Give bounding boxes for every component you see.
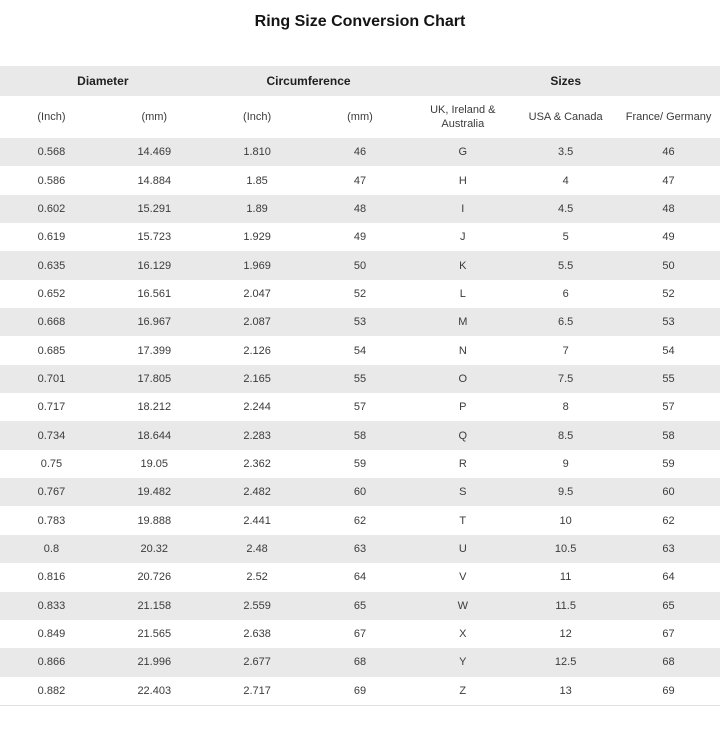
table-cell: 21.158 (103, 592, 206, 620)
table-row (0, 478, 720, 506)
table-cell: 2.717 (206, 677, 309, 706)
table-cell: R (411, 450, 514, 478)
table-cell: 0.767 (0, 478, 103, 506)
table-cell: 0.619 (0, 223, 103, 251)
table-cell: T (411, 506, 514, 534)
table-cell: 0.866 (0, 648, 103, 676)
table-cell: 52 (617, 280, 720, 308)
table-row (0, 393, 720, 421)
table-cell: 2.482 (206, 478, 309, 506)
table-cell: 2.165 (206, 365, 309, 393)
table-cell: 8.5 (514, 421, 617, 449)
table-cell: O (411, 365, 514, 393)
column-header-cell: (mm) (103, 96, 206, 138)
table-cell: 47 (309, 166, 412, 194)
table-row (0, 450, 720, 478)
ring-size-conversion-table (0, 66, 720, 706)
table-cell: 0.816 (0, 563, 103, 591)
table-cell: 16.967 (103, 308, 206, 336)
table-cell: 57 (617, 393, 720, 421)
table-cell: 47 (617, 166, 720, 194)
table-cell: 53 (309, 308, 412, 336)
table-cell: 6 (514, 280, 617, 308)
table-cell: 64 (309, 563, 412, 591)
table-cell: 7.5 (514, 365, 617, 393)
table-cell: 58 (309, 421, 412, 449)
table-cell: 5.5 (514, 251, 617, 279)
group-header-cell: Sizes (411, 66, 720, 96)
table-cell: 55 (617, 365, 720, 393)
table-cell: 48 (617, 195, 720, 223)
table-cell: 12 (514, 620, 617, 648)
table-cell: J (411, 223, 514, 251)
table-cell: 57 (309, 393, 412, 421)
table-cell: 1.929 (206, 223, 309, 251)
ring-size-chart-page (0, 12, 720, 706)
table-cell: 10 (514, 506, 617, 534)
column-header-cell: France/ Germany (617, 96, 720, 138)
table-row (0, 648, 720, 676)
table-cell: Y (411, 648, 514, 676)
table-cell: 10.5 (514, 535, 617, 563)
table-row (0, 535, 720, 563)
table-row (0, 592, 720, 620)
table-cell: 55 (309, 365, 412, 393)
table-cell: 58 (617, 421, 720, 449)
table-cell: 50 (617, 251, 720, 279)
table-cell: 9.5 (514, 478, 617, 506)
table-cell: 2.638 (206, 620, 309, 648)
table-cell: 54 (617, 336, 720, 364)
table-cell: Q (411, 421, 514, 449)
table-cell: 0.75 (0, 450, 103, 478)
table-row (0, 677, 720, 706)
table-cell: 2.126 (206, 336, 309, 364)
table-cell: 1.969 (206, 251, 309, 279)
table-row (0, 251, 720, 279)
table-cell: 62 (309, 506, 412, 534)
table-cell: 16.129 (103, 251, 206, 279)
table-cell: 0.882 (0, 677, 103, 706)
column-header-cell: (mm) (309, 96, 412, 138)
table-row (0, 563, 720, 591)
table-cell: 49 (617, 223, 720, 251)
table-cell: 19.482 (103, 478, 206, 506)
table-cell: 0.652 (0, 280, 103, 308)
table-cell: 64 (617, 563, 720, 591)
column-header-cell: (Inch) (206, 96, 309, 138)
table-cell: 53 (617, 308, 720, 336)
table-cell: 63 (309, 535, 412, 563)
table-cell: 0.734 (0, 421, 103, 449)
table-cell: 63 (617, 535, 720, 563)
table-row (0, 280, 720, 308)
table-cell: 15.723 (103, 223, 206, 251)
table-cell: 19.888 (103, 506, 206, 534)
table-cell: 48 (309, 195, 412, 223)
table-cell: 69 (309, 677, 412, 706)
table-cell: 2.48 (206, 535, 309, 563)
table-cell: 60 (309, 478, 412, 506)
table-cell: 2.047 (206, 280, 309, 308)
table-cell: U (411, 535, 514, 563)
table-cell: 65 (309, 592, 412, 620)
table-cell: K (411, 251, 514, 279)
group-header-cell: Circumference (206, 66, 412, 96)
table-cell: 1.810 (206, 138, 309, 166)
table-cell: 4 (514, 166, 617, 194)
table-cell: 18.212 (103, 393, 206, 421)
table-cell: 19.05 (103, 450, 206, 478)
table-cell: 2.244 (206, 393, 309, 421)
table-row (0, 421, 720, 449)
column-header-row (0, 96, 720, 138)
table-cell: 20.726 (103, 563, 206, 591)
table-cell: 2.52 (206, 563, 309, 591)
table-cell: 0.8 (0, 535, 103, 563)
table-cell: 0.668 (0, 308, 103, 336)
table-cell: 59 (309, 450, 412, 478)
table-body (0, 138, 720, 705)
table-cell: 2.087 (206, 308, 309, 336)
table-cell: 67 (309, 620, 412, 648)
table-cell: 2.677 (206, 648, 309, 676)
table-cell: 60 (617, 478, 720, 506)
table-row (0, 195, 720, 223)
column-header-cell: USA & Canada (514, 96, 617, 138)
table-cell: 0.701 (0, 365, 103, 393)
table-cell: 52 (309, 280, 412, 308)
table-cell: 2.283 (206, 421, 309, 449)
table-cell: P (411, 393, 514, 421)
table-header (0, 66, 720, 138)
table-cell: 0.635 (0, 251, 103, 279)
table-cell: 4.5 (514, 195, 617, 223)
table-cell: 15.291 (103, 195, 206, 223)
table-cell: N (411, 336, 514, 364)
table-row (0, 365, 720, 393)
table-cell: 50 (309, 251, 412, 279)
table-cell: 65 (617, 592, 720, 620)
table-cell: 21.565 (103, 620, 206, 648)
table-cell: 0.833 (0, 592, 103, 620)
table-cell: W (411, 592, 514, 620)
table-cell: Z (411, 677, 514, 706)
group-header-row (0, 66, 720, 96)
table-cell: H (411, 166, 514, 194)
table-cell: 7 (514, 336, 617, 364)
table-cell: 68 (309, 648, 412, 676)
table-cell: I (411, 195, 514, 223)
column-header-cell: UK, Ireland & Australia (411, 96, 514, 138)
table-cell: 5 (514, 223, 617, 251)
table-cell: 59 (617, 450, 720, 478)
table-cell: 21.996 (103, 648, 206, 676)
table-row (0, 336, 720, 364)
table-cell: 17.399 (103, 336, 206, 364)
table-cell: 1.85 (206, 166, 309, 194)
table-cell: 68 (617, 648, 720, 676)
table-cell: 67 (617, 620, 720, 648)
table-cell: 9 (514, 450, 617, 478)
table-cell: 0.602 (0, 195, 103, 223)
table-cell: 46 (309, 138, 412, 166)
table-cell: 54 (309, 336, 412, 364)
table-cell: 0.717 (0, 393, 103, 421)
table-cell: 0.849 (0, 620, 103, 648)
column-header-cell: (Inch) (0, 96, 103, 138)
table-cell: 0.586 (0, 166, 103, 194)
table-cell: 17.805 (103, 365, 206, 393)
table-cell: 14.884 (103, 166, 206, 194)
table-cell: 18.644 (103, 421, 206, 449)
table-cell: 2.559 (206, 592, 309, 620)
table-cell: 14.469 (103, 138, 206, 166)
table-cell: L (411, 280, 514, 308)
table-cell: 11 (514, 563, 617, 591)
table-cell: 49 (309, 223, 412, 251)
table-cell: 2.362 (206, 450, 309, 478)
table-cell: 8 (514, 393, 617, 421)
table-cell: 62 (617, 506, 720, 534)
table-row (0, 308, 720, 336)
table-row (0, 506, 720, 534)
table-cell: 13 (514, 677, 617, 706)
table-cell: S (411, 478, 514, 506)
table-row (0, 223, 720, 251)
table-cell: 22.403 (103, 677, 206, 706)
table-cell: 3.5 (514, 138, 617, 166)
table-cell: 16.561 (103, 280, 206, 308)
table-cell: 0.783 (0, 506, 103, 534)
table-cell: M (411, 308, 514, 336)
table-row (0, 620, 720, 648)
table-cell: 1.89 (206, 195, 309, 223)
table-cell: 6.5 (514, 308, 617, 336)
table-cell: X (411, 620, 514, 648)
table-cell: 0.685 (0, 336, 103, 364)
table-cell: 0.568 (0, 138, 103, 166)
table-row (0, 166, 720, 194)
page-title: Ring Size Conversion Chart (254, 13, 466, 30)
table-cell: 46 (617, 138, 720, 166)
table-cell: 12.5 (514, 648, 617, 676)
group-header-cell: Diameter (0, 66, 206, 96)
table-cell: 69 (617, 677, 720, 706)
table-cell: 11.5 (514, 592, 617, 620)
table-cell: G (411, 138, 514, 166)
table-cell: V (411, 563, 514, 591)
table-row (0, 138, 720, 166)
table-cell: 2.441 (206, 506, 309, 534)
table-cell: 20.32 (103, 535, 206, 563)
